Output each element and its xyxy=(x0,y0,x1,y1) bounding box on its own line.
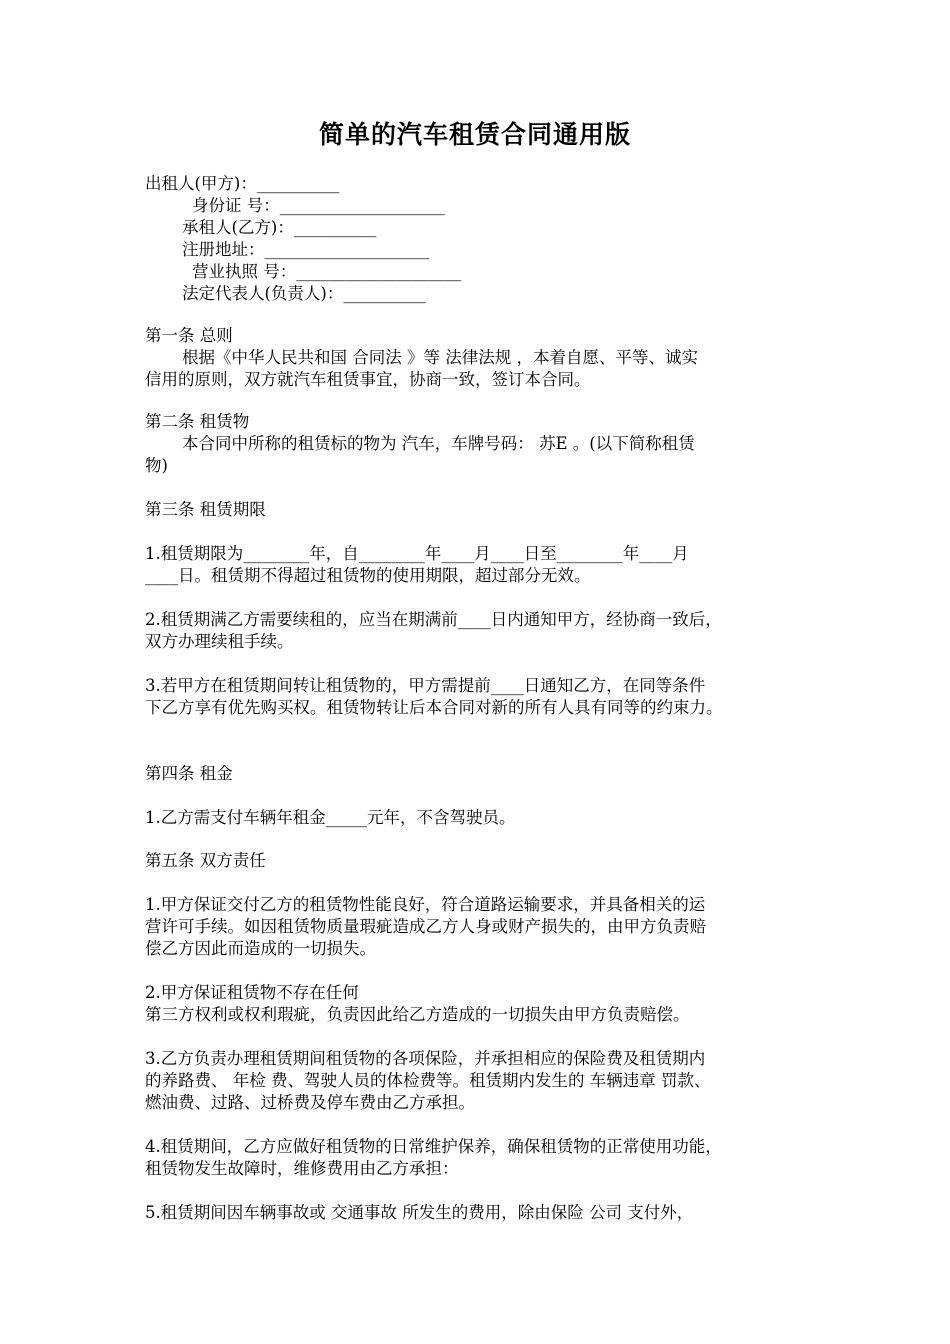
article-3-clause-1: ____日。租赁期不得超过租赁物的使用期限，超过部分无效。 xyxy=(145,566,591,585)
address-line: 注册地址：____________________ xyxy=(182,240,430,259)
article-1-heading: 第一条 总则 xyxy=(145,326,233,345)
article-5-clause-2: 第三方权利或权利瑕疵，负责因此给乙方造成的一切损失由甲方负责赔偿。 xyxy=(145,1005,690,1024)
lessee-line: 承租人(乙方)：__________ xyxy=(182,218,377,237)
article-5-clause-1: 1.甲方保证交付乙方的租赁物性能良好，符合道路运输要求，并具备相关的运 xyxy=(145,895,706,914)
article-5-clause-3: 的养路费、 年检 费、驾驶人员的体检费等。租赁期内发生的 车辆违章 罚款、 xyxy=(145,1071,711,1090)
legal-rep-line: 法定代表人(负责人)：__________ xyxy=(182,284,426,303)
article-4-heading: 第四条 租金 xyxy=(145,764,233,783)
article-3-clause-3: 3.若甲方在租赁期间转让租赁物的，甲方需提前____日通知乙方，在同等条件 xyxy=(145,676,706,695)
article-5-clause-1: 营许可手续。如因租赁物质量瑕疵造成乙方人身或财产损失的，由甲方负责赔 xyxy=(145,917,706,936)
id-number-line: 身份证 号：____________________ xyxy=(192,196,445,215)
article-2-text: 本合同中所称的租赁标的物为 汽车，车牌号码： 苏E 。(以下简称租赁 xyxy=(182,434,695,453)
article-3-clause-3: 下乙方享有优先购买权。租赁物转让后本合同对新的所有人具有同等的约束力。 xyxy=(145,698,723,717)
article-5-clause-2: 2.甲方保证租赁物不存在任何 xyxy=(145,983,359,1002)
article-3-heading: 第三条 租赁期限 xyxy=(145,500,266,519)
article-3-clause-1: 1.租赁期限为________年，自________年____月____日至________年____月 xyxy=(145,544,689,563)
article-5-clause-4: 4.租赁期间，乙方应做好租赁物的日常维护保养，确保租赁物的正常使用功能， xyxy=(145,1137,722,1156)
article-5-clause-4: 租赁物发生故障时，维修费用由乙方承担： xyxy=(145,1159,459,1178)
article-1-text: 信用的原则，双方就汽车租赁事宜，协商一致，签订本合同。 xyxy=(145,370,591,389)
article-5-clause-3: 燃油费、过路、过桥费及停车费由乙方承担。 xyxy=(145,1093,475,1112)
document-title: 简单的汽车租赁合同通用版 xyxy=(318,120,631,149)
article-2-text: 物) xyxy=(145,456,168,475)
license-line: 营业执照 号：____________________ xyxy=(192,262,462,281)
article-5-clause-3: 3.乙方负责办理租赁期间租赁物的各项保险，并承担相应的保险费及租赁期内 xyxy=(145,1049,706,1068)
article-3-clause-2: 2.租赁期满乙方需要续租的，应当在期满前____日内通知甲方，经协商一致后， xyxy=(145,610,722,629)
article-5-clause-5: 5.租赁期间因车辆事故或 交通事故 所发生的费用，除由保险 公司 支付外， xyxy=(145,1203,694,1222)
article-5-clause-1: 偿乙方因此而造成的一切损失。 xyxy=(145,939,376,958)
lessor-line: 出租人(甲方)：__________ xyxy=(145,174,340,193)
article-2-heading: 第二条 租赁物 xyxy=(145,412,250,431)
article-5-heading: 第五条 双方责任 xyxy=(145,851,266,870)
article-3-clause-2: 双方办理续租手续。 xyxy=(145,632,294,651)
article-1-text: 根据《中华人民共和国 合同法 》等 法律法规 ，本着自愿、平等、诚实 xyxy=(182,348,698,367)
article-4-clause-1: 1.乙方需支付车辆年租金_____元年，不含驾驶员。 xyxy=(145,808,516,827)
